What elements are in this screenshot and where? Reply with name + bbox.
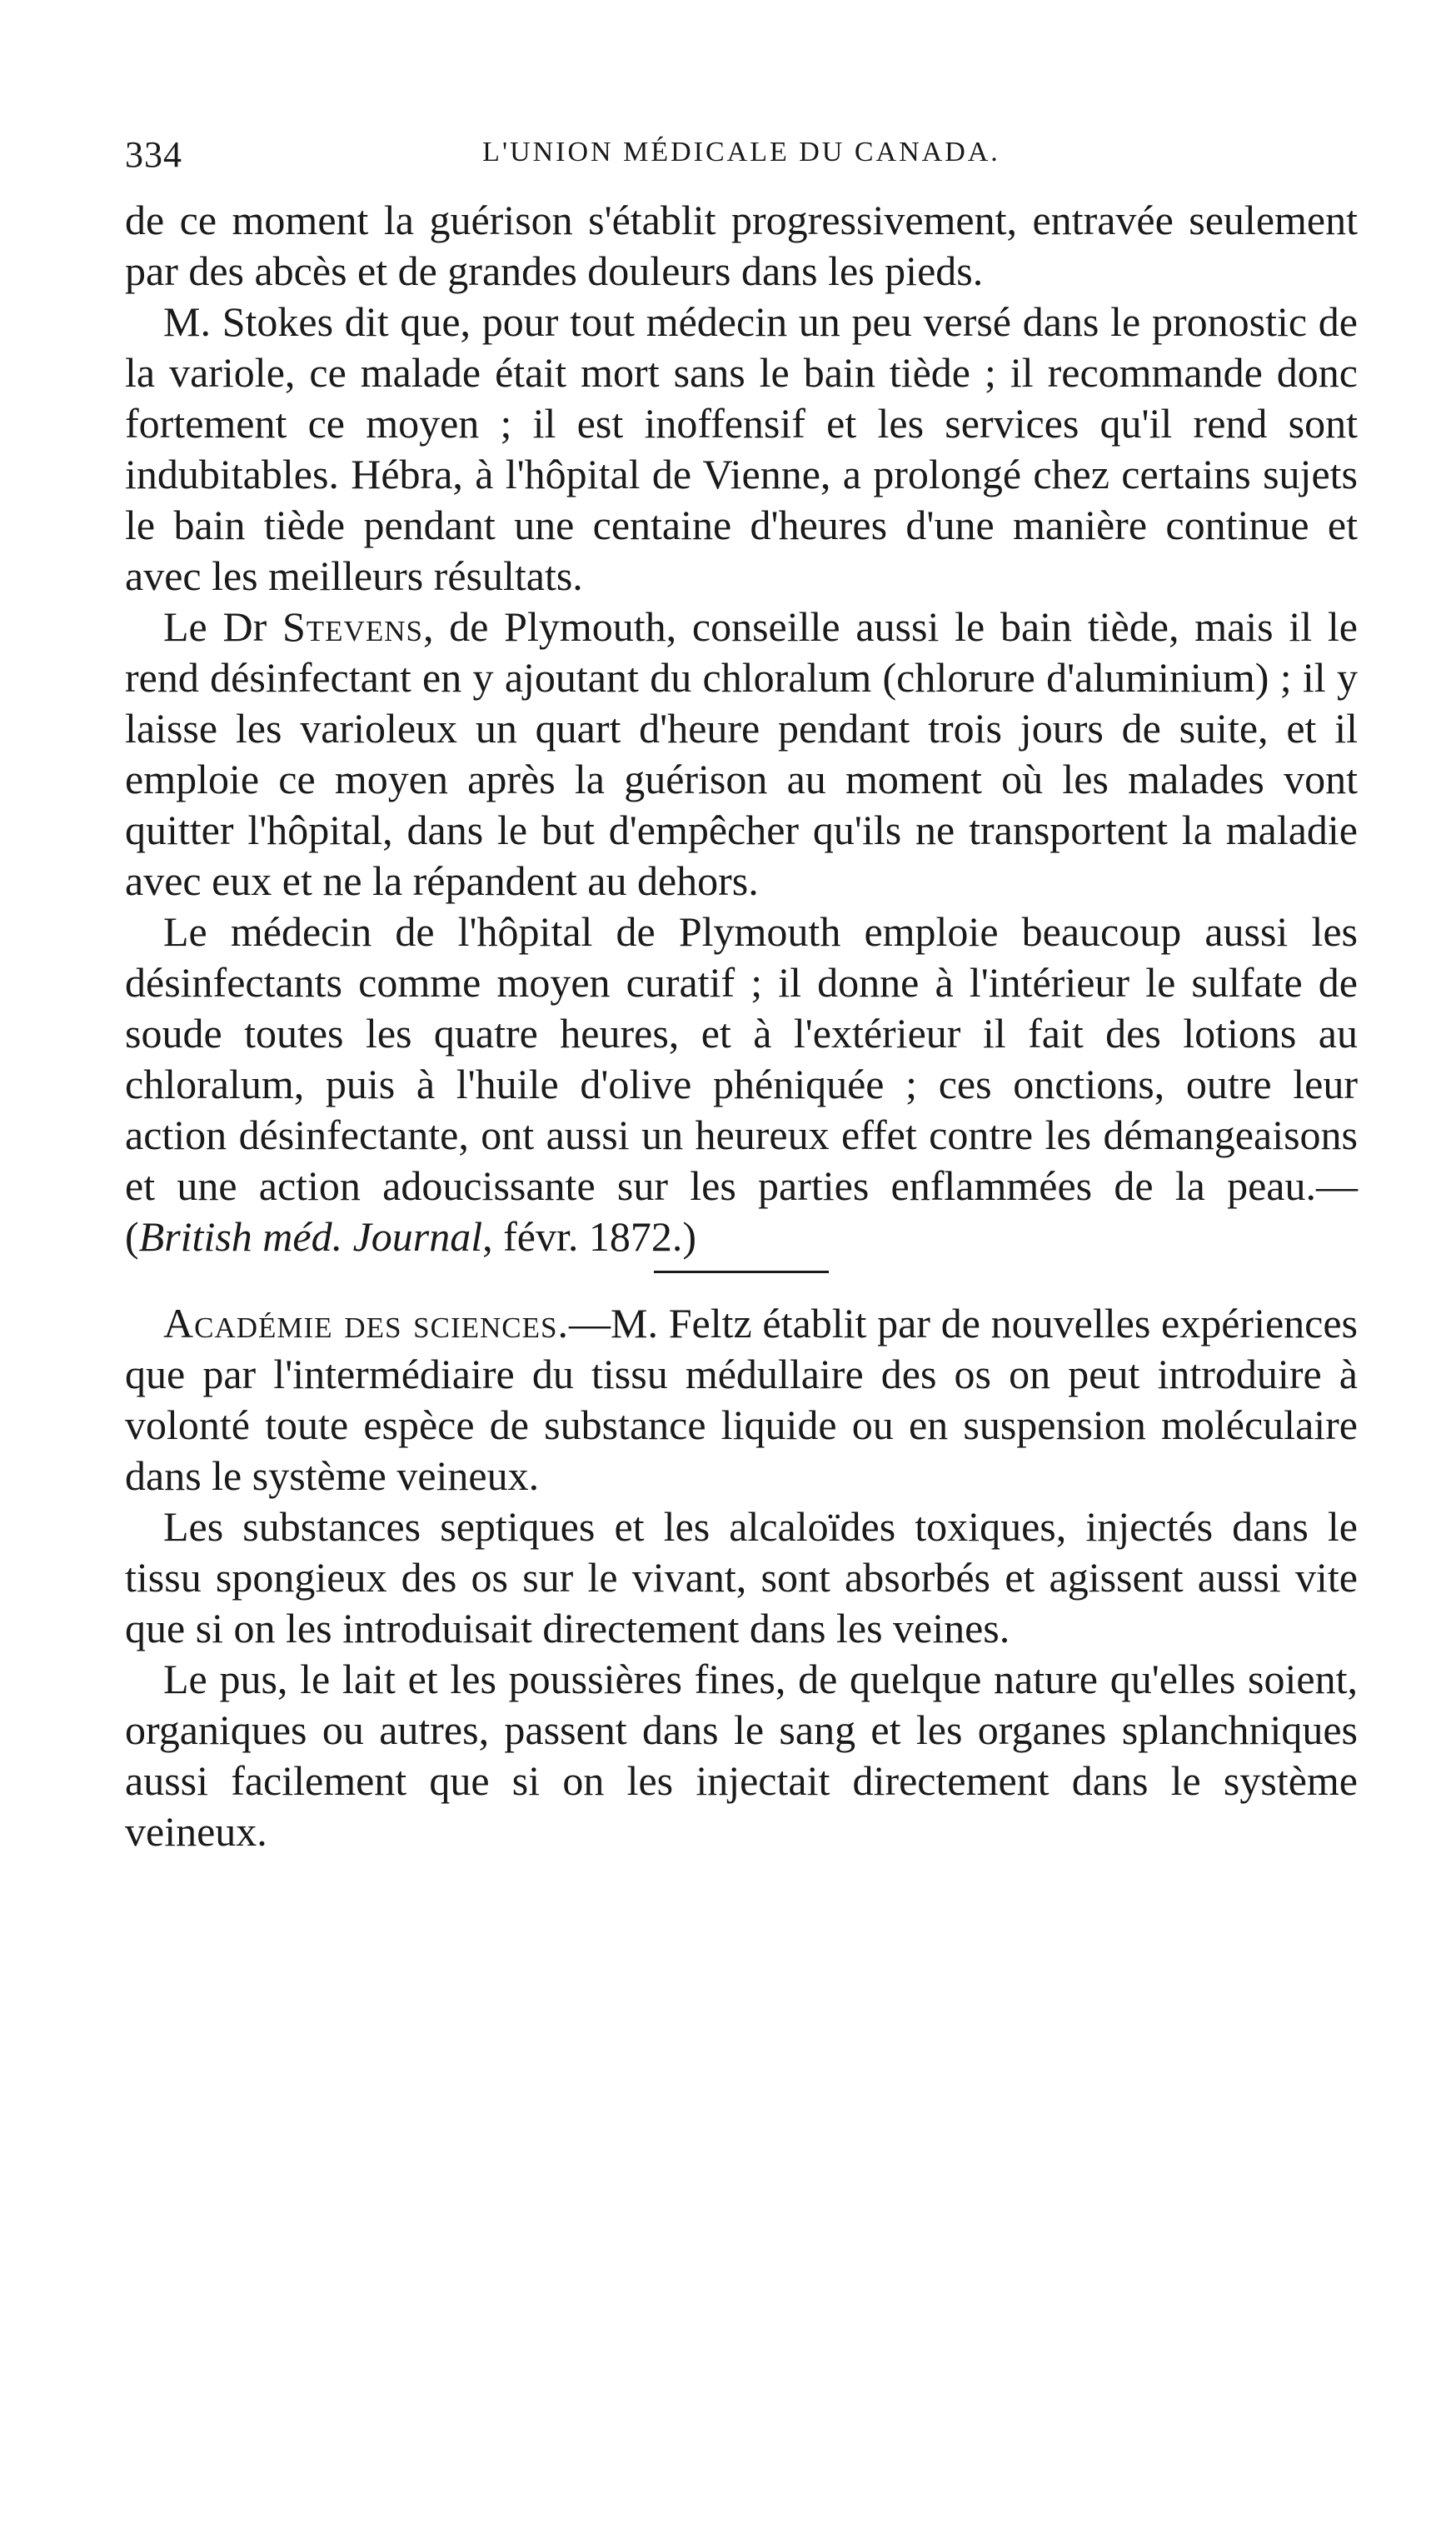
section-heading: Académie des sciences. xyxy=(163,1300,569,1346)
text-span: , de Plymouth, conseille aussi le bain tiède, mais il le rend désinfectant en y ajoutant du chloralum (chlorure d'aluminium) ; il y laisse les varioleux un quart d'heure pendant trois jours de suite, et il emploie ce moyen après la guérison au moment où les malades vont quitter l'hôpital, dans le but d'empêcher qu'ils ne transportent la maladie avec eux et ne la répandent au dehors. xyxy=(125,603,1358,904)
paragraph-plymouth xyxy=(125,907,1358,1262)
paragraph-stevens xyxy=(125,602,1358,907)
text-span: —M. Feltz établit par de nouvelles expériences que par l'intermédiaire du tissu médullaire des os on peut introduire à volonté toute espèce de substance liquide ou en suspension moléculaire dans le système veineux. xyxy=(125,1300,1358,1499)
section-divider xyxy=(654,1271,829,1273)
page-number: 334 xyxy=(125,134,182,175)
journal-citation: British méd. Journal xyxy=(138,1213,483,1260)
page-header xyxy=(125,133,1358,183)
paragraph-stokes: M. Stokes dit que, pour tout médecin un peu versé dans le pronostic de la variole, ce malade était mort sans le bain tiède ; il recommande donc fortement ce moyen ; il est inoffensif et les services qu'il rend sont indubitables. Hébra, à l'hôpital de Vienne, a prolongé chez certains sujets le bain tiède pendant une centaine d'heures d'une manière continue et avec les meilleurs résultats. xyxy=(125,298,1358,599)
text-span: Le Dr xyxy=(163,603,282,650)
author-name-stevens: Stevens xyxy=(282,603,423,650)
paragraph-continuation: de ce moment la guérison s'établit progressivement, entravée seulement par des abcès et de grandes douleurs dans les pieds. xyxy=(125,197,1358,294)
text-span: , févr. 1872.) xyxy=(482,1213,697,1260)
paragraph-academie xyxy=(125,1298,1358,1501)
running-head: L'UNION MÉDICALE DU CANADA. xyxy=(482,137,1000,167)
article-body xyxy=(125,195,1358,1857)
paragraph-pus: Le pus, le lait et les poussières fines, de quelque nature qu'elles soient, organiques ou autres, passent dans le sang et les organes splanchniques aussi facilement que si on les injectait directement dans le système veineux. xyxy=(125,1656,1358,1855)
paragraph-substances: Les substances septiques et les alcaloïdes toxiques, injectés dans le tissu spongieux des os sur le vivant, sont absorbés et agissent aussi vite que si on les introduisait directement dans les veines. xyxy=(125,1503,1358,1651)
text-span: Le médecin de l'hôpital de Plymouth emploie beaucoup aussi les désinfectants comme moyen curatif ; il donne à l'intérieur le sulfate de soude toutes les quatre heures, et à l'extérieur il fait des lotions au chloralum, puis à l'huile d'olive phéniquée ; ces onctions, outre leur action désinfectante, ont aussi un heureux effet contre les démangeaisons et une action adoucissante sur les parties enflammées de la peau.— ( xyxy=(125,908,1358,1260)
book-page xyxy=(125,133,1358,1857)
